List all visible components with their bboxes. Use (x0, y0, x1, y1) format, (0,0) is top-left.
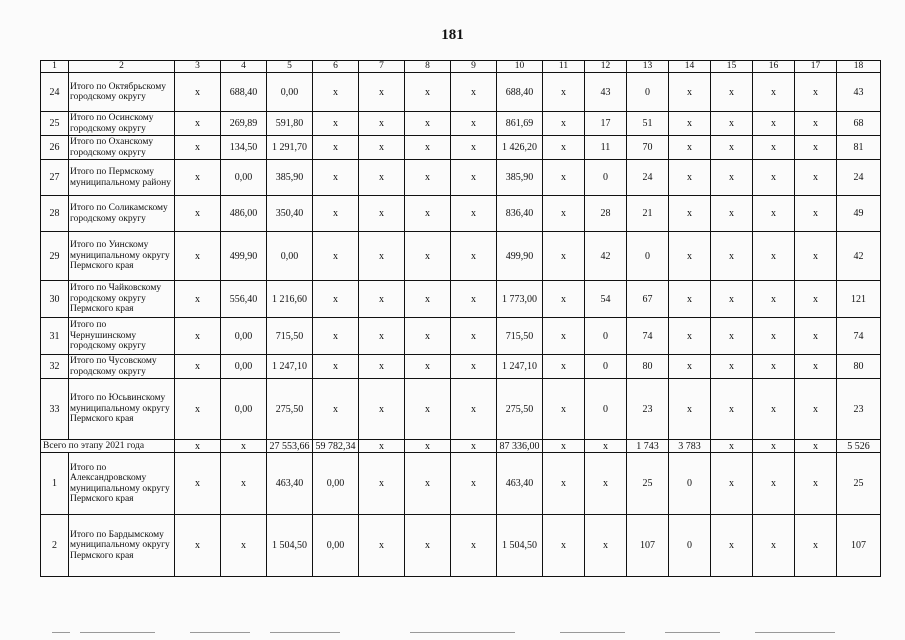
table-cell: x (405, 160, 451, 196)
table-cell: x (795, 196, 837, 232)
table-cell: 27 553,66 (267, 440, 313, 453)
table-cell: x (543, 160, 585, 196)
table-cell: x (405, 281, 451, 318)
table-cell: x (753, 355, 795, 379)
table-cell: x (795, 112, 837, 136)
table-cell: x (711, 73, 753, 112)
table-cell: 24 (627, 160, 669, 196)
table-cell: x (753, 136, 795, 160)
column-header: 17 (795, 61, 837, 73)
row-name: Итого по Уинскому муниципальному округу Пермского края (69, 232, 175, 281)
table-cell: x (359, 440, 405, 453)
table-cell: 0 (669, 515, 711, 577)
table-cell: x (405, 196, 451, 232)
column-header: 5 (267, 61, 313, 73)
table-cell: 42 (837, 232, 881, 281)
table-cell: x (451, 515, 497, 577)
table-cell: x (711, 453, 753, 515)
table-cell: x (313, 136, 359, 160)
table-cell: x (221, 515, 267, 577)
table-cell: x (585, 440, 627, 453)
table-cell: x (313, 281, 359, 318)
table-cell: 121 (837, 281, 881, 318)
table-cell: 25 (627, 453, 669, 515)
table-cell: 861,69 (497, 112, 543, 136)
table-cell: x (175, 73, 221, 112)
table-cell: 1 773,00 (497, 281, 543, 318)
table-cell: x (795, 453, 837, 515)
table-cell: 0 (585, 379, 627, 440)
table-cell: x (795, 355, 837, 379)
table-cell: 0 (585, 160, 627, 196)
table-cell: x (543, 453, 585, 515)
table-cell: x (543, 73, 585, 112)
table-cell: 23 (627, 379, 669, 440)
table-cell: 486,00 (221, 196, 267, 232)
table-cell: 499,90 (221, 232, 267, 281)
table-cell: x (313, 196, 359, 232)
row-number: 27 (41, 160, 69, 196)
table-cell: 23 (837, 379, 881, 440)
table-cell: x (711, 379, 753, 440)
column-header: 6 (313, 61, 359, 73)
table-cell: x (359, 196, 405, 232)
table-cell: 80 (837, 355, 881, 379)
column-header: 1 (41, 61, 69, 73)
table-cell: x (359, 355, 405, 379)
table-cell: 59 782,34 (313, 440, 359, 453)
table-cell: 463,40 (267, 453, 313, 515)
table-cell: x (221, 440, 267, 453)
table-cell: x (795, 160, 837, 196)
table-cell: x (753, 440, 795, 453)
table-cell: 499,90 (497, 232, 543, 281)
table-cell: x (175, 232, 221, 281)
table-row (41, 281, 881, 318)
table-cell: x (405, 136, 451, 160)
row-name: Итого по Октябрьскому городскому округу (69, 73, 175, 112)
table-cell: x (175, 160, 221, 196)
table-cell: 350,40 (267, 196, 313, 232)
row-number: 25 (41, 112, 69, 136)
row-number: 31 (41, 318, 69, 355)
table-cell: x (175, 453, 221, 515)
table-cell: 836,40 (497, 196, 543, 232)
table-cell: x (313, 355, 359, 379)
row-name: Итого по Осинскому городскому округу (69, 112, 175, 136)
table-cell: x (313, 73, 359, 112)
table-cell: x (669, 379, 711, 440)
column-header: 13 (627, 61, 669, 73)
table-cell: x (753, 232, 795, 281)
row-number: 32 (41, 355, 69, 379)
table-cell: x (175, 112, 221, 136)
column-header: 18 (837, 61, 881, 73)
table-cell: x (669, 112, 711, 136)
table-cell: x (753, 453, 795, 515)
table-cell: 80 (627, 355, 669, 379)
column-header: 14 (669, 61, 711, 73)
table-cell: x (711, 232, 753, 281)
table-cell: x (359, 515, 405, 577)
table-cell: x (405, 379, 451, 440)
column-header: 11 (543, 61, 585, 73)
table-cell: x (585, 453, 627, 515)
table-cell: x (451, 440, 497, 453)
table-cell: 21 (627, 196, 669, 232)
table-cell: 43 (585, 73, 627, 112)
table-cell: x (405, 355, 451, 379)
table-cell: x (669, 160, 711, 196)
table-cell: 11 (585, 136, 627, 160)
table-row (41, 232, 881, 281)
table-cell: x (669, 196, 711, 232)
table-cell: 28 (585, 196, 627, 232)
table-cell: x (313, 112, 359, 136)
table-cell: x (451, 136, 497, 160)
table-cell: x (585, 515, 627, 577)
table-cell: 715,50 (497, 318, 543, 355)
total-row (41, 440, 881, 453)
table-cell: 385,90 (267, 160, 313, 196)
table-cell: 0,00 (221, 379, 267, 440)
table-cell: x (175, 515, 221, 577)
table-cell: x (753, 196, 795, 232)
table-row (41, 136, 881, 160)
table-cell: x (359, 453, 405, 515)
table-cell: 67 (627, 281, 669, 318)
row-name: Итого по Чернушинскому городскому округу (69, 318, 175, 355)
column-header: 3 (175, 61, 221, 73)
table-cell: 81 (837, 136, 881, 160)
table-cell: x (795, 136, 837, 160)
row-number: 30 (41, 281, 69, 318)
table-cell: x (753, 515, 795, 577)
table-cell: x (795, 281, 837, 318)
row-name: Итого по Юсьвинскому муниципальному округу Пермского края (69, 379, 175, 440)
data-table (40, 60, 881, 577)
table-cell: x (451, 160, 497, 196)
table-cell: x (405, 112, 451, 136)
table-cell: x (711, 515, 753, 577)
row-number: 26 (41, 136, 69, 160)
table-cell: x (451, 73, 497, 112)
column-header: 4 (221, 61, 267, 73)
total-label: Всего по этапу 2021 года (41, 440, 175, 453)
table-cell: x (175, 440, 221, 453)
table-cell: 0 (627, 232, 669, 281)
row-number: 1 (41, 453, 69, 515)
column-header: 9 (451, 61, 497, 73)
table-cell: x (543, 232, 585, 281)
table-cell: 43 (837, 73, 881, 112)
table-cell: 17 (585, 112, 627, 136)
table-cell: x (543, 515, 585, 577)
table-cell: 0,00 (267, 73, 313, 112)
table-cell: 134,50 (221, 136, 267, 160)
table-cell: x (405, 232, 451, 281)
table-cell: x (543, 196, 585, 232)
table-cell: 68 (837, 112, 881, 136)
row-name: Итого по Соликамскому городскому округу (69, 196, 175, 232)
table-cell: x (313, 160, 359, 196)
table-cell: x (451, 196, 497, 232)
table-cell: x (711, 355, 753, 379)
table-row (41, 112, 881, 136)
table-cell: 1 247,10 (497, 355, 543, 379)
table-cell: 25 (837, 453, 881, 515)
column-header: 7 (359, 61, 405, 73)
table-row (41, 515, 881, 577)
row-number: 33 (41, 379, 69, 440)
table-cell: 1 247,10 (267, 355, 313, 379)
table-cell: x (543, 355, 585, 379)
table-cell: x (451, 355, 497, 379)
table-cell: 556,40 (221, 281, 267, 318)
table-cell: x (451, 281, 497, 318)
table-cell: x (753, 112, 795, 136)
row-number: 2 (41, 515, 69, 577)
table-cell: 1 426,20 (497, 136, 543, 160)
table-cell: x (795, 232, 837, 281)
table-cell: x (175, 355, 221, 379)
table-cell: x (451, 112, 497, 136)
table-cell: 74 (627, 318, 669, 355)
table-cell: x (711, 136, 753, 160)
table-cell: x (669, 136, 711, 160)
table-cell: x (405, 440, 451, 453)
table-cell: x (359, 281, 405, 318)
table-cell: x (669, 355, 711, 379)
table-cell: x (405, 515, 451, 577)
table-cell: x (313, 318, 359, 355)
table-cell: x (711, 196, 753, 232)
table-cell: x (795, 440, 837, 453)
table-cell: 0,00 (221, 355, 267, 379)
table-cell: x (175, 136, 221, 160)
table-cell: x (359, 73, 405, 112)
table-cell: 0 (585, 318, 627, 355)
table-cell: 1 216,60 (267, 281, 313, 318)
table-cell: x (711, 318, 753, 355)
table-cell: 688,40 (497, 73, 543, 112)
table-cell: x (405, 73, 451, 112)
table-cell: x (451, 232, 497, 281)
table-cell: 275,50 (267, 379, 313, 440)
table-cell: 0,00 (267, 232, 313, 281)
table-cell: x (711, 281, 753, 318)
table-cell: 688,40 (221, 73, 267, 112)
row-number: 28 (41, 196, 69, 232)
row-number: 29 (41, 232, 69, 281)
table-cell: 107 (627, 515, 669, 577)
column-header: 2 (69, 61, 175, 73)
table-cell: x (543, 136, 585, 160)
table-row (41, 355, 881, 379)
table-row (41, 379, 881, 440)
table-cell: 715,50 (267, 318, 313, 355)
table-cell: x (669, 281, 711, 318)
table-cell: x (313, 379, 359, 440)
table-cell: x (359, 379, 405, 440)
table-cell: x (221, 453, 267, 515)
header-row (41, 61, 881, 73)
column-header: 8 (405, 61, 451, 73)
table-cell: 74 (837, 318, 881, 355)
table-cell: 107 (837, 515, 881, 577)
table-cell: 5 526 (837, 440, 881, 453)
table-cell: 0,00 (313, 453, 359, 515)
row-name: Итого по Александровскому муниципальному округу Пермского края (69, 453, 175, 515)
row-name: Итого по Пермскому муниципальному району (69, 160, 175, 196)
table-cell: x (543, 281, 585, 318)
table-cell: x (543, 112, 585, 136)
table-cell: 0 (669, 453, 711, 515)
table-cell: 70 (627, 136, 669, 160)
table-cell: x (543, 379, 585, 440)
table-cell: x (359, 112, 405, 136)
table-cell: x (711, 112, 753, 136)
table-cell: x (359, 136, 405, 160)
table-cell: x (543, 318, 585, 355)
row-number: 24 (41, 73, 69, 112)
row-name: Итого по Оханскому городскому округу (69, 136, 175, 160)
table-cell: x (405, 453, 451, 515)
table-cell: x (795, 318, 837, 355)
table-cell: x (669, 232, 711, 281)
table-cell: x (451, 379, 497, 440)
table-row (41, 453, 881, 515)
table-cell: x (359, 160, 405, 196)
table-row (41, 318, 881, 355)
column-header: 16 (753, 61, 795, 73)
table-cell: x (711, 440, 753, 453)
table-cell: x (795, 379, 837, 440)
table-cell: 385,90 (497, 160, 543, 196)
page-number: 181 (441, 27, 464, 43)
table-cell: 3 783 (669, 440, 711, 453)
table-cell: 1 743 (627, 440, 669, 453)
table-cell: 0,00 (313, 515, 359, 577)
table-cell: 269,89 (221, 112, 267, 136)
table-cell: x (405, 318, 451, 355)
table-cell: 0,00 (221, 160, 267, 196)
table-cell: x (313, 232, 359, 281)
table-cell: 51 (627, 112, 669, 136)
table-cell: x (669, 318, 711, 355)
table-cell: 42 (585, 232, 627, 281)
table-cell: 0 (627, 73, 669, 112)
table-cell: x (359, 232, 405, 281)
table-row (41, 196, 881, 232)
table-cell: 0 (585, 355, 627, 379)
table-cell: 1 504,50 (267, 515, 313, 577)
table-cell: x (711, 160, 753, 196)
table-row (41, 73, 881, 112)
table-cell: 54 (585, 281, 627, 318)
table-cell: 24 (837, 160, 881, 196)
table-cell: 591,80 (267, 112, 313, 136)
table-cell: x (451, 453, 497, 515)
table-cell: x (753, 73, 795, 112)
table-cell: 87 336,00 (497, 440, 543, 453)
row-name: Итого по Бардымскому муниципальному округу Пермского края (69, 515, 175, 577)
table-cell: x (753, 318, 795, 355)
table-cell: x (753, 281, 795, 318)
table-cell: x (753, 379, 795, 440)
table-cell: x (175, 281, 221, 318)
table-cell: 1 504,50 (497, 515, 543, 577)
table-cell: x (175, 379, 221, 440)
table-cell: 275,50 (497, 379, 543, 440)
table-row (41, 160, 881, 196)
column-header: 15 (711, 61, 753, 73)
table-cell: x (795, 73, 837, 112)
table-cell: x (543, 440, 585, 453)
table-cell: 49 (837, 196, 881, 232)
column-header: 12 (585, 61, 627, 73)
column-header: 10 (497, 61, 543, 73)
row-name: Итого по Чусовскому городскому округу (69, 355, 175, 379)
table-cell: x (359, 318, 405, 355)
table-cell: x (753, 160, 795, 196)
table-cell: 463,40 (497, 453, 543, 515)
table-cell: 0,00 (221, 318, 267, 355)
table-cell: x (451, 318, 497, 355)
table-cell: x (669, 73, 711, 112)
table-cell: 1 291,70 (267, 136, 313, 160)
table-cell: x (175, 318, 221, 355)
table-cell: x (175, 196, 221, 232)
row-name: Итого по Чайковскому городскому округу Пермского края (69, 281, 175, 318)
table-cell: x (795, 515, 837, 577)
